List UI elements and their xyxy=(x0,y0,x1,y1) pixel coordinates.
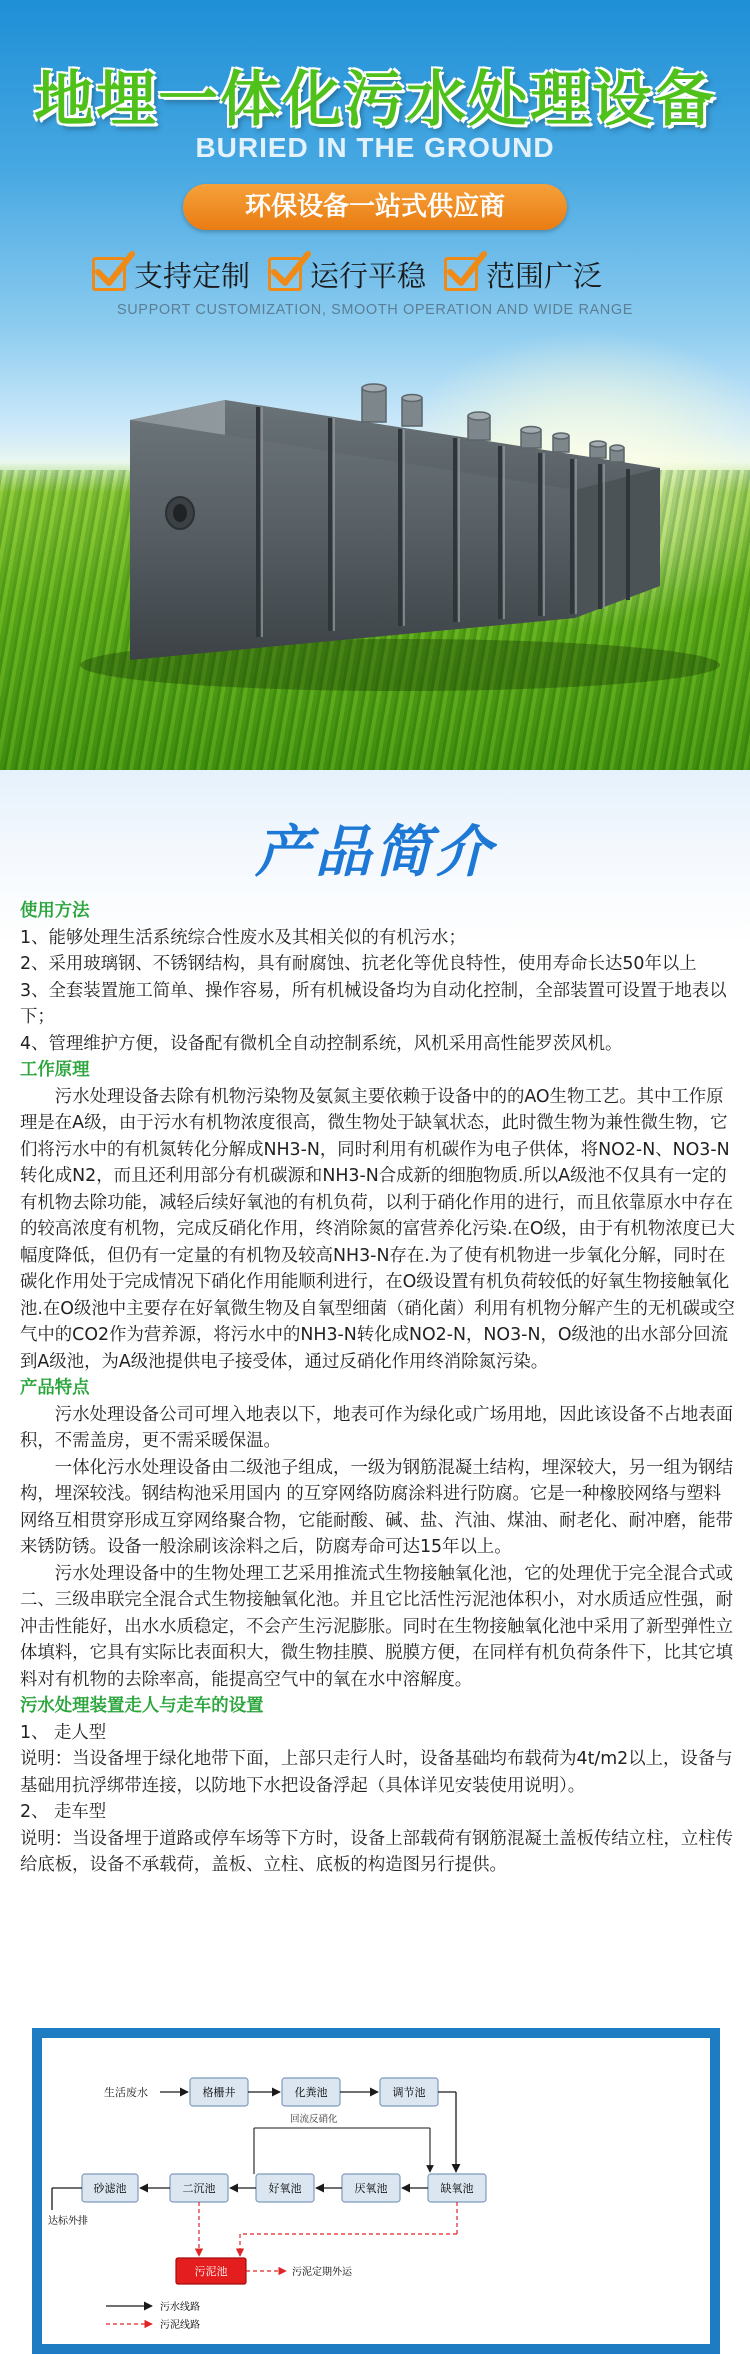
install-type-title: 1、 走人型 xyxy=(20,1722,107,1743)
principle-heading: 工作原理 xyxy=(20,1060,90,1080)
features-paragraph: 污水处理设备中的生物处理工艺采用推流式生物接触氧化池，它的处理优于完全混合式或二、三级串联完全混合式生物接触氧化池。并且它比活性污泥池体积小，对水质适应性强，耐冲击性能好，出水水质稳定，不会产生污泥膨胀。同时在生物接触氧化池中采用了新型弹性立体填料，它具有实际比表面积大，微生物挂膜、脱膜方便，在同样有机负荷条件下，比其它填料对有机物的去除率高，能提高空气中的氧在水中溶解度。 xyxy=(20,1563,734,1690)
reflux-label: 回流反硝化 xyxy=(290,2114,338,2125)
intro-title: 产品简介 xyxy=(255,820,495,885)
node-septic: 化粪池 xyxy=(294,2086,328,2099)
usage-item: 4、管理维护方便，设备配有微机全自动控制系统，风机采用高性能罗茨风机。 xyxy=(20,1033,623,1054)
checkmark-icon xyxy=(268,257,302,291)
features-paragraph: 污水处理设备公司可埋入地表以下，地表可作为绿化或广场用地，因此该设备不占地表面积，不需盖房，更不需采暖保温。 xyxy=(20,1404,734,1451)
checkmark-icon xyxy=(92,257,126,291)
node-inlet: 生活废水 xyxy=(104,2086,148,2099)
usage-heading: 使用方法 xyxy=(20,901,90,921)
features-heading: 产品特点 xyxy=(20,1378,90,1398)
node-screen: 格栅井 xyxy=(202,2086,236,2099)
features-paragraph: 一体化污水处理设备由二级池子组成，一级为钢筋混凝土结构，埋深较大，另一组为钢结构，埋深较浅。钢结构池采用国内 的互穿网络防腐涂料进行防腐。它是一种橡胶网络与塑料网络互相贯穿形成互穿网络聚合物，它能耐酸、碱、盐、汽油、煤油、耐老化、耐冲磨，能带来锈防锈。设备一般涂刷该涂料之后，防腐寿命可达15年以上。 xyxy=(20,1457,734,1557)
sewage-tank-illustration xyxy=(0,360,750,720)
install-heading: 污水处理装置走人与走车的设置 xyxy=(20,1696,264,1716)
hero-features-en: SUPPORT CUSTOMIZATION, SMOOTH OPERATION AND WIDE RANGE xyxy=(116,302,634,318)
install-type-title: 2、 走车型 xyxy=(20,1802,107,1822)
feature-list xyxy=(92,250,692,298)
node-regulate: 调节池 xyxy=(392,2086,426,2099)
install-type-text: 说明：当设备埋于道路或停车场等下方时，设备上部载荷有钢筋混凝土盖板传结立柱，立柱传给底板，设备不承载荷，盖板、立柱、底板的构造图另行提供。 xyxy=(20,1828,734,1875)
process-flow-diagram xyxy=(0,2018,750,2366)
intro-content xyxy=(20,898,738,1879)
hero-banner xyxy=(0,0,750,770)
feature-label: 范围广泛 xyxy=(486,258,603,293)
node-outlet: 达标外排 xyxy=(48,2216,88,2227)
node-anaerobic: 厌氧池 xyxy=(354,2182,388,2195)
flow-svg xyxy=(42,2038,710,2344)
hero-slogan-pill: 环保设备一站式供应商 xyxy=(183,184,567,230)
feature-item xyxy=(268,250,426,298)
feature-label: 支持定制 xyxy=(134,258,251,293)
hero-title: 地埋一体化污水处理设备 xyxy=(34,65,716,135)
node-anoxic: 缺氧池 xyxy=(440,2182,474,2195)
node-disinfect: 砂滤池 xyxy=(93,2182,127,2195)
node-secondary: 二沉池 xyxy=(182,2182,216,2195)
feature-label: 运行平稳 xyxy=(310,258,427,293)
feature-item xyxy=(444,250,602,298)
checkmark-icon xyxy=(444,257,478,291)
legend-water: 污水线路 xyxy=(160,2302,200,2313)
principle-paragraph: 污水处理设备去除有机物污染物及氨氮主要依赖于设备中的的AO生物工艺。其中工作原理是在A级，由于污水有机物浓度很高，微生物处于缺氧状态，此时微生物为兼性微生物，它们将污水中的有机氮转化分解成NH3-N，同时利用有机碳作为电子供体，将NO2-N、NO3-N转化成N2，而且还利用部分有机碳源和NH3-N合成新的细胞物质.所以A级池不仅具有一定的有机物去除功能，减轻后续好氧池的有机负荷，以利于硝化作用的进行，而且依靠原水中存在的较高浓度有机物，完成反硝化作用，终消除氮的富营养化污染.在O级，由于有机物浓度已大幅度降低，但仍有一定量的有机物及较高NH3-N存在.为了使有机物进一步氧化分解，同时在碳化作用处于完成情况下硝化作用能顺利进行，在O级设置有机负荷较低的好氧生物接触氧化池.在O级池中主要存在好氧微生物及自氧型细菌（硝化菌）利用有机物分解产生的无机碳或空气中的CO2作为营养源，将污水中的NH3-N转化成NO2-N，NO3-N，O级池的出水部分回流到A级池，为A级池提供电子接受体，通过反硝化作用终消除氮污染。 xyxy=(20,1086,735,1372)
node-aerobic: 好氧池 xyxy=(268,2182,302,2195)
hero-subtitle-en: BURIED IN THE GROUND xyxy=(195,132,555,163)
node-sludge: 污泥池 xyxy=(194,2265,228,2278)
product-intro xyxy=(0,770,750,2018)
install-type-text: 说明：当设备埋于绿化地带下面，上部只走行人时，设备基础均布载荷为4t/m2以上，设备与基础用抗浮绑带连接，以防地下水把设备浮起（具体详见安装使用说明）。 xyxy=(20,1749,733,1796)
legend-sludge: 污泥线路 xyxy=(160,2320,200,2331)
diagram-frame xyxy=(32,2028,720,2354)
usage-item: 1、能够处理生活系统综合性废水及其相关似的有机污水； xyxy=(20,927,466,948)
feature-item xyxy=(92,250,250,298)
usage-item: 2、采用玻璃钢、不锈钢结构，具有耐腐蚀、抗老化等优良特性，使用寿命长达50年以上 xyxy=(20,954,697,974)
node-sludge-out: 污泥定期外运 xyxy=(292,2267,352,2278)
diagram-canvas xyxy=(42,2038,710,2344)
usage-item: 3、全套装置施工简单、操作容易，所有机械设备均为自动化控制，全部装置可设置于地表以下； xyxy=(20,980,727,1027)
